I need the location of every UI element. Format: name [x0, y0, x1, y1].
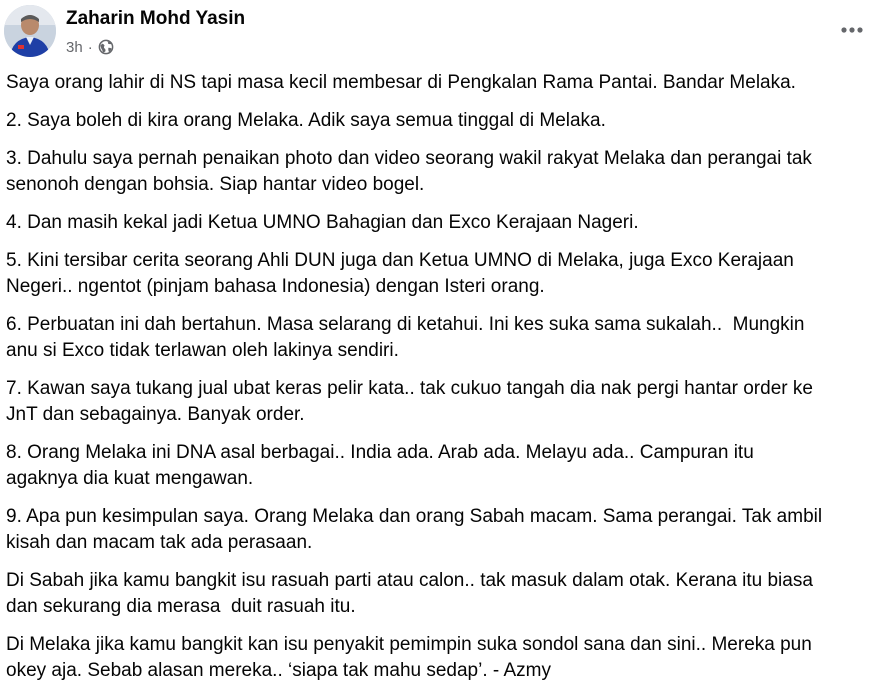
- post-paragraph: Di Melaka jika kamu bangkit kan isu penyakit pemimpin suka sondol sana dan sini.. Mereka pun okey aja. Sebab alasan mereka.. ‘siapa tak mahu sedap’. - Azmy: [6, 634, 812, 681]
- avatar[interactable]: [4, 5, 56, 57]
- post-paragraph: 4. Dan masih kekal jadi Ketua UMNO Bahagian dan Exco Kerajaan Nageri.: [6, 212, 639, 233]
- post-paragraph: 5. Kini tersibar cerita seorang Ahli DUN juga dan Ketua UMNO di Melaka, juga Exco Kerajaan Negeri.. ngentot (pinjam bahasa Indonesia) dengan Isteri orang.: [6, 250, 794, 297]
- more-options-button[interactable]: [834, 16, 870, 44]
- post-meta: [66, 37, 114, 57]
- author-name[interactable]: Zaharin Mohd Yasin: [66, 8, 246, 29]
- post-paragraph: 9. Apa pun kesimpulan saya. Orang Melaka dan orang Sabah macam. Sama perangai. Tak ambil kisah dan macam tak ada perasaan.: [6, 506, 823, 553]
- globe-icon[interactable]: [98, 39, 114, 55]
- post-paragraph: Di Sabah jika kamu bangkit isu rasuah parti atau calon.. tak masuk dalam otak. Kerana itu biasa dan sekurang dia merasa duit rasuah itu.: [6, 570, 813, 617]
- post-paragraph: 6. Perbuatan ini dah bertahun. Masa selarang di ketahui. Ini kes suka sama sukalah.. Mungkin anu si Exco tidak terlawan oleh lakinya sendiri.: [6, 314, 805, 361]
- more-options-icon: [840, 26, 864, 34]
- post-paragraph: 3. Dahulu saya pernah penaikan photo dan video seorang wakil rakyat Melaka dan perangai tak senonoh dengan bohsia. Siap hantar video bogel.: [6, 148, 812, 195]
- post-body: [6, 70, 882, 696]
- post-timestamp[interactable]: 3h: [66, 38, 83, 56]
- meta-separator: ·: [87, 38, 93, 56]
- post-header: [0, 0, 886, 70]
- post-paragraph: 8. Orang Melaka ini DNA asal berbagai.. India ada. Arab ada. Melayu ada.. Campuran itu agaknya dia kuat mengawan.: [6, 442, 754, 489]
- avatar-image: [4, 5, 56, 57]
- post-paragraph: 7. Kawan saya tukang jual ubat keras pelir kata.. tak cukuo tangah dia nak pergi hantar order ke JnT dan sebagainya. Banyak order.: [6, 378, 813, 425]
- post-paragraph: Saya orang lahir di NS tapi masa kecil membesar di Pengkalan Rama Pantai. Bandar Melaka.: [6, 72, 796, 93]
- post-paragraph: 2. Saya boleh di kira orang Melaka. Adik saya semua tinggal di Melaka.: [6, 110, 606, 131]
